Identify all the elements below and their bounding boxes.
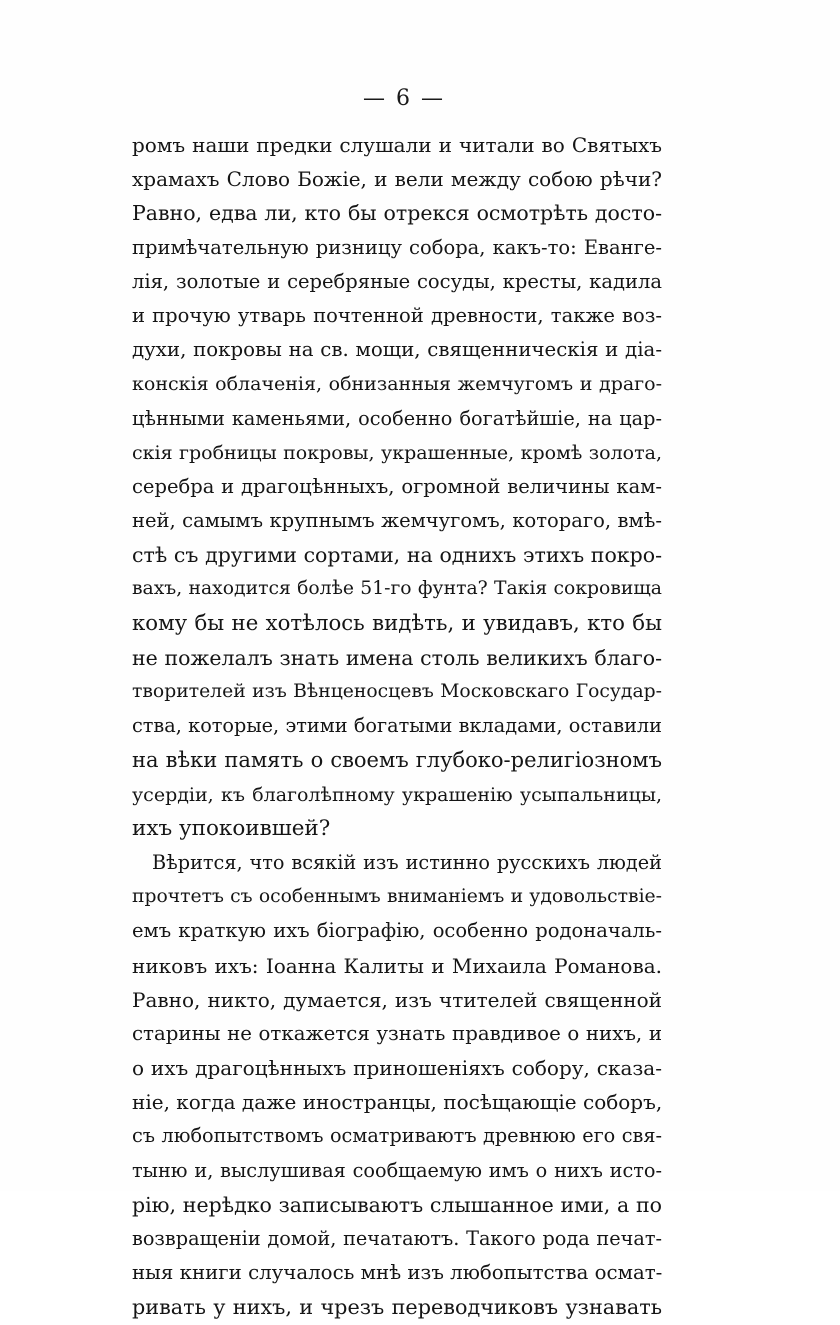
text-line: цѣнными каменьями, особенно богатѣйшіе, на цар-	[132, 406, 662, 430]
text-line: и прочую утварь почтенной древности, также воз-	[132, 303, 662, 327]
page-number: — 6 —	[363, 86, 445, 111]
text-line: емъ краткую ихъ біографію, особенно родоначаль-	[132, 919, 662, 943]
text-line: тыню и, выслушивая сообщаемую имъ о нихъ исто-	[132, 1158, 662, 1182]
text-line: старины не откажется узнать правдивое о нихъ, и	[132, 1021, 662, 1045]
text-line: храмахъ Слово Божіе, и вели между собою рѣчи?	[132, 167, 662, 192]
text-line: ромъ наши предки слушали и читали во Святыхъ	[132, 133, 662, 157]
text-line: усердіи, къ благолѣпному украшенію усыпальницы,	[132, 783, 662, 806]
text-line: Равно, никто, думается, изъ чтителей священной	[132, 987, 662, 1012]
text-line: лія, золотые и серебряные сосуды, кресты, кадила	[132, 269, 662, 293]
text-line: возвращеніи домой, печатаютъ. Такого рода печат-	[132, 1227, 662, 1250]
text-line: ривать у нихъ, и чрезъ переводчиковъ узнавать	[132, 1295, 662, 1320]
text-line: никовъ ихъ: Іоанна Калиты и Михаила Романова.	[132, 953, 662, 978]
text-line: ныя книги случалось мнѣ изъ любопытства осмат-	[132, 1261, 663, 1285]
text-line: стѣ съ другими сортами, на однихъ этихъ покро-	[132, 543, 662, 568]
text-line: конскія облаченія, обнизанныя жемчугомъ и драго-	[132, 373, 662, 396]
text-line: о ихъ драгоцѣнныхъ приношеніяхъ собору, сказа-	[132, 1056, 662, 1081]
text-line: скія гробницы покровы, украшенные, кромѣ золота,	[132, 441, 662, 464]
text-line: вахъ, находится болѣе 51-го фунта? Такія сокровища	[132, 578, 662, 600]
text-line: кому бы не хотѣлось видѣть, и увидавъ, кто бы	[132, 610, 662, 636]
text-line: ней, самымъ крупнымъ жемчугомъ, котораго, вмѣ-	[132, 509, 662, 533]
text-line: ніе, когда даже иностранцы, посѣщающіе соборъ,	[132, 1090, 663, 1115]
text-line: ства, которые, этими богатыми вкладами, оставили	[132, 714, 662, 738]
text-line: прочтетъ съ особеннымъ вниманіемъ и удовольствіе-	[132, 886, 662, 908]
text-line: Вѣрится, что всякій изъ истинно русскихъ людей	[152, 850, 662, 874]
text-line: не пожелалъ знать имена столь великихъ благо-	[132, 645, 662, 670]
text-line: примѣчательную ризницу собора, какъ-то: Еванге-	[132, 235, 662, 259]
text-line: рію, нерѣдко записываютъ слышанное ими, а по	[132, 1192, 662, 1217]
body-text	[132, 128, 662, 1325]
text-line: на вѣки память о своемъ глубоко-религіозномъ	[132, 748, 662, 773]
text-line: съ любопытствомъ осматриваютъ древнюю его свя-	[132, 1124, 662, 1148]
text-line: творителей изъ Вѣнценосцевъ Московскаго Государ-	[132, 681, 662, 702]
text-line: Равно, едва ли, кто бы отрекся осмотрѣть досто-	[132, 201, 662, 226]
text-line: серебра и драгоцѣнныхъ, огромной величины кам-	[132, 474, 662, 498]
text-line: ихъ упокоившей?	[132, 815, 331, 841]
text-line: духи, покровы на св. мощи, священническія и діа-	[132, 338, 662, 362]
